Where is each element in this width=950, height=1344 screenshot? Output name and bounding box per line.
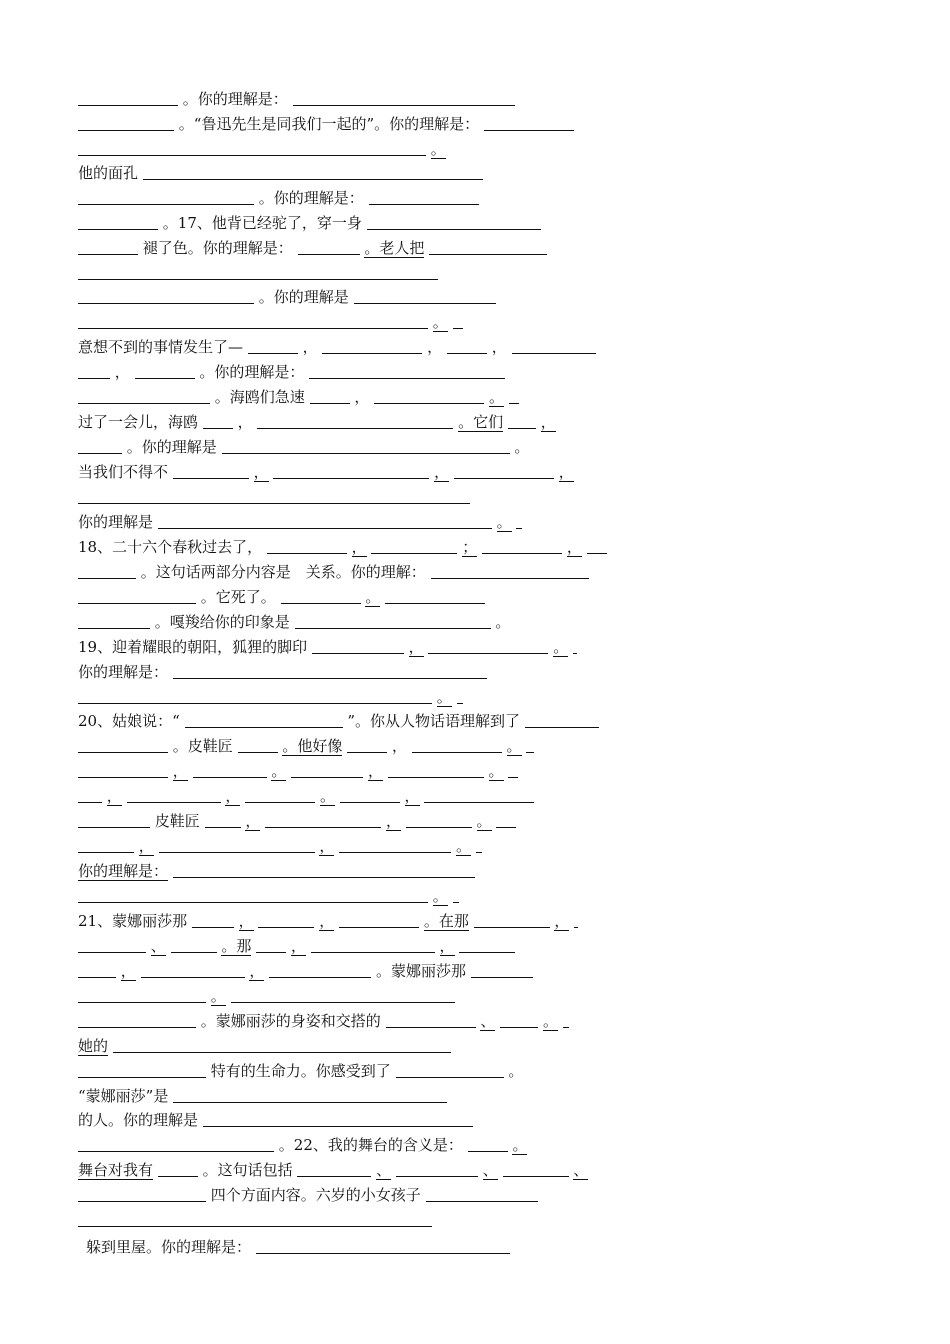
line-text: ，	[249, 962, 265, 980]
answer-blank[interactable]	[78, 786, 102, 803]
line-text: ，	[225, 787, 241, 805]
answer-blank[interactable]	[193, 761, 267, 778]
line-text: ，	[290, 937, 306, 955]
answer-blank[interactable]	[471, 961, 533, 978]
answer-blank[interactable]	[222, 437, 510, 454]
answer-blank[interactable]	[339, 911, 419, 928]
answer-blank[interactable]	[231, 986, 455, 1003]
text-line	[78, 386, 519, 408]
text-line	[78, 113, 574, 135]
answer-blank[interactable]	[78, 836, 134, 853]
line-text: 。你的理解是	[258, 288, 349, 306]
line-text: ，	[540, 413, 556, 431]
answer-blank[interactable]	[431, 562, 589, 579]
answer-blank[interactable]	[428, 637, 548, 654]
answer-blank[interactable]	[78, 387, 210, 404]
line-text: 。	[512, 1136, 528, 1154]
line-text: ，	[404, 787, 420, 805]
text-line	[78, 586, 485, 608]
line-text: 你的理解是	[78, 513, 154, 531]
line-text: 的人。你的理解是	[78, 1111, 199, 1129]
answer-blank[interactable]	[269, 961, 371, 978]
text-line	[78, 935, 515, 957]
answer-blank[interactable]	[267, 537, 347, 554]
line-text: 。你的理解是	[126, 438, 217, 456]
text-line	[78, 1085, 447, 1107]
answer-blank[interactable]	[78, 114, 174, 131]
line-text: 。“鲁迅先生是同我们一起的”。你的理解是：	[178, 115, 480, 133]
answer-blank[interactable]	[508, 412, 536, 429]
line-text: ，	[319, 912, 335, 930]
answer-blank[interactable]	[78, 437, 122, 454]
answer-blank[interactable]	[293, 89, 515, 106]
line-text: 他的面孔	[78, 164, 139, 182]
line-text: 。	[495, 613, 511, 631]
answer-blank[interactable]	[265, 811, 381, 828]
text-line	[78, 1035, 451, 1057]
answer-blank[interactable]	[496, 811, 516, 828]
answer-blank[interactable]	[574, 911, 578, 928]
answer-blank[interactable]	[173, 662, 487, 679]
line-text: 。老人把	[364, 239, 425, 257]
text-line	[78, 735, 534, 757]
text-line	[78, 760, 518, 782]
text-line	[78, 1010, 569, 1032]
text-line	[78, 1236, 510, 1258]
text-line	[78, 1209, 432, 1231]
answer-blank[interactable]	[245, 786, 315, 803]
line-text: ，	[106, 787, 122, 805]
answer-blank[interactable]	[78, 263, 438, 280]
line-text: 。	[553, 638, 569, 656]
line-text: 你的理解是：	[78, 663, 169, 681]
line-text: 。你的理解是：	[258, 189, 364, 207]
line-text: ；	[462, 538, 478, 556]
text-line	[78, 486, 470, 508]
answer-blank[interactable]	[78, 811, 150, 828]
text-line	[78, 311, 463, 333]
text-line	[78, 1060, 523, 1082]
text-line	[78, 810, 516, 832]
line-text: 。这句话两部分内容是 关系。你的理解：	[140, 563, 426, 581]
answer-blank[interactable]	[143, 163, 483, 180]
answer-blank[interactable]	[78, 287, 254, 304]
answer-blank[interactable]	[298, 238, 360, 255]
answer-blank[interactable]	[484, 114, 574, 131]
answer-blank[interactable]	[113, 1036, 451, 1053]
line-text: ，	[391, 737, 407, 755]
answer-blank[interactable]	[374, 387, 484, 404]
answer-blank[interactable]	[526, 736, 534, 753]
answer-blank[interactable]	[78, 936, 146, 953]
line-text: 。在那	[423, 912, 469, 930]
line-text: 。	[508, 1062, 524, 1080]
line-text: 她的	[78, 1037, 109, 1055]
answer-blank[interactable]	[339, 836, 451, 853]
line-text: 。这句话包括	[202, 1161, 293, 1179]
text-line	[78, 138, 446, 160]
text-line	[78, 885, 459, 907]
answer-blank[interactable]	[573, 637, 577, 654]
answer-blank[interactable]	[406, 811, 472, 828]
answer-blank[interactable]	[371, 537, 457, 554]
line-text: 。	[514, 438, 530, 456]
answer-blank[interactable]	[309, 362, 505, 379]
answer-blank[interactable]	[78, 612, 150, 629]
answer-blank[interactable]	[476, 836, 482, 853]
line-text: 、	[480, 1012, 496, 1030]
answer-blank[interactable]	[468, 1135, 508, 1152]
answer-blank[interactable]	[256, 1237, 510, 1254]
line-text: 。	[496, 513, 512, 531]
text-line	[78, 835, 482, 857]
line-text: ，	[439, 937, 455, 955]
line-text: 。	[432, 313, 448, 331]
answer-blank[interactable]	[312, 637, 404, 654]
line-text: ，	[367, 762, 383, 780]
text-line	[78, 436, 529, 458]
answer-blank[interactable]	[78, 1135, 274, 1152]
text-line	[78, 237, 547, 259]
text-line	[78, 710, 599, 732]
line-text: 。	[432, 887, 448, 905]
answer-blank[interactable]	[171, 936, 217, 953]
answer-blank[interactable]	[248, 337, 298, 354]
answer-blank[interactable]	[78, 89, 178, 106]
line-text: 。	[436, 688, 452, 706]
answer-blank[interactable]	[291, 761, 363, 778]
line-text: 褪了色。你的理解是：	[142, 239, 293, 257]
text-line	[78, 636, 577, 658]
line-text: 20、姑娘说：“	[78, 712, 180, 730]
text-line	[78, 686, 463, 708]
text-line	[78, 286, 496, 308]
answer-blank[interactable]	[78, 761, 168, 778]
line-text: ，	[566, 538, 582, 556]
line-text: 四个方面内容。六岁的小女孩子	[210, 1186, 421, 1204]
line-text: ，	[302, 338, 318, 356]
answer-blank[interactable]	[78, 362, 110, 379]
answer-blank[interactable]	[173, 462, 249, 479]
answer-blank[interactable]	[78, 687, 432, 704]
answer-blank[interactable]	[205, 811, 241, 828]
answer-blank[interactable]	[273, 462, 429, 479]
answer-blank[interactable]	[78, 1185, 206, 1202]
answer-blank[interactable]	[203, 1110, 473, 1127]
answer-blank[interactable]	[135, 362, 195, 379]
line-text: ，	[319, 837, 335, 855]
answer-blank[interactable]	[127, 786, 221, 803]
answer-blank[interactable]	[525, 711, 599, 728]
text-line	[78, 1134, 527, 1156]
line-text: ，	[385, 812, 401, 830]
line-text: 19、迎着耀眼的朝阳，狐狸的脚印	[78, 638, 308, 656]
answer-blank[interactable]	[238, 736, 278, 753]
answer-blank[interactable]	[388, 761, 484, 778]
answer-blank[interactable]	[369, 188, 479, 205]
answer-blank[interactable]	[257, 412, 453, 429]
line-text: 、	[150, 937, 166, 955]
line-text: 。	[319, 787, 335, 805]
line-text: 、	[573, 1161, 589, 1179]
line-text: 。	[365, 588, 381, 606]
line-text: ，	[427, 338, 443, 356]
line-text: ，	[138, 837, 154, 855]
answer-blank[interactable]	[447, 337, 487, 354]
text-line	[78, 960, 533, 982]
line-text: 。嘎羧给你的印象是	[154, 613, 290, 631]
line-text: 舞台对我有	[78, 1161, 154, 1179]
line-text: 。它们	[458, 413, 504, 431]
answer-blank[interactable]	[78, 886, 428, 903]
answer-blank[interactable]	[385, 587, 485, 604]
answer-blank[interactable]	[78, 188, 254, 205]
answer-blank[interactable]	[347, 736, 387, 753]
line-text: 。	[542, 1012, 558, 1030]
text-line	[78, 785, 534, 807]
line-text: 特有的生命力。你感受到了	[210, 1062, 391, 1080]
answer-blank[interactable]	[78, 238, 138, 255]
answer-blank[interactable]	[474, 911, 550, 928]
line-text: 皮鞋匠	[154, 812, 200, 830]
line-text: 你的理解是：	[78, 862, 169, 880]
text-line	[78, 511, 522, 533]
line-text: 。你的理解是：	[182, 90, 288, 108]
answer-blank[interactable]	[509, 387, 519, 404]
answer-blank[interactable]	[457, 687, 463, 704]
line-text: 。	[430, 140, 446, 158]
answer-blank[interactable]	[354, 287, 496, 304]
text-line	[78, 262, 438, 284]
line-text: ，	[558, 463, 574, 481]
answer-blank[interactable]	[516, 512, 522, 529]
line-text: ，	[120, 962, 136, 980]
line-text: 当我们不得不	[78, 463, 169, 481]
text-line	[78, 187, 479, 209]
line-text: 过了一会儿，海鸥	[78, 413, 199, 431]
answer-blank[interactable]	[295, 612, 491, 629]
line-text: ，	[554, 912, 570, 930]
answer-blank[interactable]	[158, 1160, 198, 1177]
line-text: ，	[491, 338, 507, 356]
line-text: 躲到里屋。你的理解是：	[86, 1238, 252, 1256]
answer-blank[interactable]	[453, 886, 459, 903]
text-line	[78, 536, 607, 558]
text-line	[78, 661, 487, 683]
line-text: 。他好像	[282, 737, 343, 755]
answer-blank[interactable]	[141, 961, 245, 978]
answer-blank[interactable]	[173, 1086, 447, 1103]
line-text: 意想不到的事情发生了—	[78, 338, 244, 356]
answer-blank[interactable]	[78, 139, 426, 156]
answer-blank[interactable]	[159, 836, 315, 853]
answer-blank[interactable]	[192, 911, 234, 928]
line-text: 。它死了。	[200, 588, 276, 606]
line-text: 。那	[221, 937, 252, 955]
answer-blank[interactable]	[424, 786, 534, 803]
text-line	[78, 461, 574, 483]
answer-blank[interactable]	[482, 537, 562, 554]
answer-blank[interactable]	[78, 562, 136, 579]
line-text: ，	[408, 638, 424, 656]
line-text: 21、蒙娜丽莎那	[78, 912, 188, 930]
answer-blank[interactable]	[412, 736, 502, 753]
line-text: ，	[354, 388, 370, 406]
line-text: ，	[434, 463, 450, 481]
line-text: 。	[488, 388, 504, 406]
answer-blank[interactable]	[78, 312, 428, 329]
text-line	[78, 561, 589, 583]
answer-blank[interactable]	[453, 312, 463, 329]
line-text: 。你的理解是：	[199, 363, 305, 381]
text-line	[78, 611, 510, 633]
answer-blank[interactable]	[340, 786, 400, 803]
answer-blank[interactable]	[78, 961, 116, 978]
text-line	[78, 336, 596, 358]
text-line	[78, 985, 455, 1007]
answer-blank[interactable]	[396, 1160, 478, 1177]
answer-blank[interactable]	[512, 337, 596, 354]
answer-blank[interactable]	[396, 1061, 504, 1078]
text-line	[78, 1109, 473, 1131]
answer-blank[interactable]	[173, 861, 475, 878]
answer-blank[interactable]	[78, 1011, 196, 1028]
line-text: ，	[114, 363, 130, 381]
answer-blank[interactable]	[256, 936, 286, 953]
line-text: 。	[271, 762, 287, 780]
answer-blank[interactable]	[429, 238, 547, 255]
text-line	[78, 162, 483, 184]
text-line	[78, 1159, 588, 1181]
text-line	[78, 860, 475, 882]
answer-blank[interactable]	[78, 587, 196, 604]
answer-blank[interactable]	[297, 1160, 371, 1177]
answer-blank[interactable]	[310, 387, 350, 404]
answer-blank[interactable]	[503, 1160, 569, 1177]
answer-blank[interactable]	[508, 761, 518, 778]
line-text: 。	[488, 762, 504, 780]
line-text: ”。你从人物话语理解到了	[347, 712, 520, 730]
text-line	[78, 212, 541, 234]
answer-blank[interactable]	[78, 487, 470, 504]
text-line	[78, 88, 515, 110]
text-line	[78, 361, 505, 383]
answer-blank[interactable]	[500, 1011, 538, 1028]
line-text: 。	[476, 812, 492, 830]
line-text: 。皮鞋匠	[172, 737, 233, 755]
line-text: 。蒙娜丽莎的身姿和交搭的	[200, 1012, 381, 1030]
answer-blank[interactable]	[426, 1185, 538, 1202]
answer-blank[interactable]	[78, 1210, 432, 1227]
line-text: 、	[482, 1161, 498, 1179]
line-text: ，	[172, 762, 188, 780]
text-line	[78, 1184, 538, 1206]
answer-blank[interactable]	[587, 537, 607, 554]
line-text: 。	[455, 837, 471, 855]
answer-blank[interactable]	[158, 512, 492, 529]
line-text: 。17、他背已经驼了，穿一身	[162, 214, 362, 232]
line-text: 。	[506, 737, 522, 755]
line-text: ，	[253, 463, 269, 481]
line-text: “蒙娜丽莎”是	[78, 1087, 169, 1105]
answer-blank[interactable]	[78, 213, 158, 230]
answer-blank[interactable]	[281, 587, 361, 604]
answer-blank[interactable]	[78, 736, 168, 753]
answer-blank[interactable]	[454, 462, 554, 479]
answer-blank[interactable]	[78, 986, 206, 1003]
line-text: 。22、我的舞台的含义是：	[278, 1136, 463, 1154]
line-text: 、	[376, 1161, 392, 1179]
answer-blank[interactable]	[78, 1061, 206, 1078]
line-text: ，	[351, 538, 367, 556]
answer-blank[interactable]	[459, 936, 515, 953]
answer-blank[interactable]	[367, 213, 541, 230]
answer-blank[interactable]	[203, 412, 233, 429]
line-text: 。海鸥们急速	[214, 388, 305, 406]
line-text: ，	[238, 912, 254, 930]
answer-blank[interactable]	[185, 711, 343, 728]
text-line	[78, 411, 556, 433]
line-text: ，	[245, 812, 261, 830]
answer-blank[interactable]	[258, 911, 314, 928]
line-text: ，	[237, 413, 253, 431]
answer-blank[interactable]	[322, 337, 422, 354]
line-text: 。蒙娜丽莎那	[375, 962, 466, 980]
answer-blank[interactable]	[311, 936, 435, 953]
text-line	[78, 910, 578, 932]
answer-blank[interactable]	[386, 1011, 476, 1028]
answer-blank[interactable]	[563, 1011, 569, 1028]
line-text: 18、二十六个春秋过去了，	[78, 538, 263, 556]
line-text: 。	[210, 987, 226, 1005]
